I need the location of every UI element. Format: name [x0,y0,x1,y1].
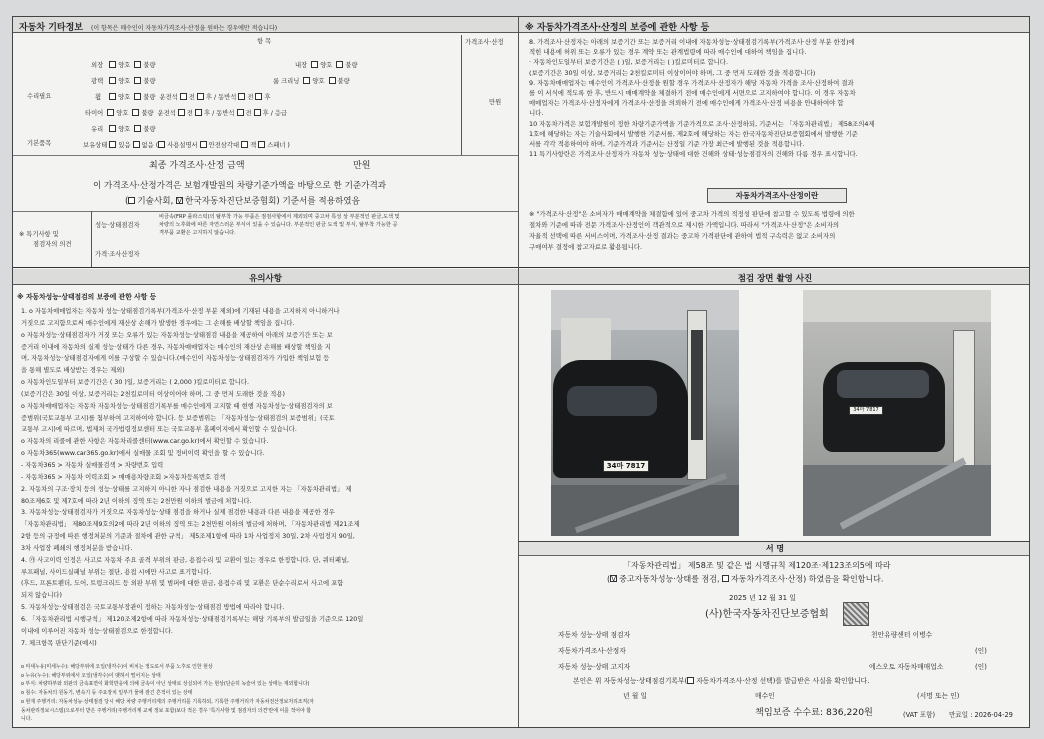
checkbox[interactable] [303,77,310,84]
buyer-label: 매수인 [755,692,775,700]
row-wheel: 휠 양호 불량 운전석 전 후 / 동반석 전 후 [95,94,271,101]
row-glass: 유리 양호 불량 [91,126,156,133]
checkbox[interactable] [180,93,187,100]
notice-header: 유의사항 [13,269,518,285]
checkbox[interactable] [109,61,116,68]
divider [13,155,518,156]
signature-law-ref: 「자동차관리법」 제58조 및 같은 법 시행규칙 제120조·제123조의5에 따라 [623,561,891,570]
checkbox[interactable] [241,141,248,148]
checkbox[interactable] [134,93,141,100]
signature-header: 서 명 [519,542,1030,556]
checkbox[interactable] [109,141,116,148]
price-survey-definition-text: ※ "가격조사·산정"은 소비자가 매매계약을 체결함에 있어 중고차 가격의 적정성 판단에 참고할 수 있도록 법령에 의한 절차와 기준에 따라 전문 가격조사·산정인이 객관적으로 제시한 가액입니다. 따라서 "가격조사·산정"은 소비자의 자율적 선택에 따른 서비스이며, 가격조사·산정 결과는 중고차 가격판단에 관하여 법적 구속력은 없고 소비자의 구매여부 결정에 참고자료로 활용됩니다. [529,210,855,251]
inspection-photo-rear [803,290,991,536]
checkbox[interactable] [109,93,116,100]
inspection-photo-front [551,290,739,536]
sign-row-inspector-name: 천안유량센터 이병수 [871,631,933,639]
note-price-surveyor-label: 가격·조사산정자 [95,251,140,258]
divider [13,267,1030,268]
notice-subtitle: ※ 자동차성능·상태점검의 보증에 관한 사항 등 [17,293,157,301]
divider [461,35,462,155]
expiry-date: 만료일 : 2026-04-29 [949,711,1013,719]
checkbox[interactable] [197,93,204,100]
price-survey-definition-title: 자동차가격조사·산정이란 [707,188,847,203]
divider [13,211,518,212]
checkbox[interactable] [255,93,262,100]
signature-organization: (사)한국자동차진단보증협회 [705,609,829,620]
checkbox[interactable] [687,677,694,684]
row-holding: 보유상태 있음 없음 ( 사용설명서 안전삼각대 잭 스패너 ) [83,142,290,149]
license-plate: 34마 7817 [603,460,649,472]
checkbox[interactable] [132,109,139,116]
divider [518,17,519,267]
checkbox[interactable] [158,141,165,148]
guarantee-fee: 책임보증 수수료: 836,220원 [755,707,873,718]
divider [518,267,519,728]
sign-row-notifier-name: 에스오토 자동차매매업소 [869,663,944,671]
vehicle-extra-info-header: 자동차 기타정보 (이 항목은 매수인이 자동차가격조사·산정을 원하는 경우에만 적습니다) [13,17,518,33]
license-plate: 34마 7817 [849,406,883,415]
checkbox[interactable] [133,141,140,148]
checkbox[interactable] [128,197,135,204]
price-guarantee-header: ※ 자동차가격조사·산정의 보증에 관한 사항 등 [519,17,1030,33]
note-label-2: 점검자의 의견 [33,241,72,248]
checkbox[interactable] [134,125,141,132]
final-price-label: 최종 가격조사·산정 금액 [149,161,245,171]
sign-row-notifier-label: 자동차 성능·상태 고지자 [558,663,631,671]
buyer-signature: (서명 또는 인) [917,692,960,700]
checkbox[interactable] [195,109,202,116]
notice-body: 1. o 자동차매매업자는 자동차 성능·상태점검기록부(가격조사·산정 부분 제외)에 기재된 내용을 고지하지 아니하거나 거짓으로 고지함으로써 매수인에게 재산상 손해가 발생한 경우에는 그 손해를 배상할 책임을 집니다. o 자동차성능·상태점검자가 거짓 또는 오류가 있는 자동차성능·상태점검 내용을 제공하여 아래의 보증기간 또는 보 증거리 이내에 자동차의 실제 성능·상태가 다른 경우, 자동차매매업자는 매수인의 재산상 손해를 배상할 책임을 지 며, 자동차성능·상태점검자에게 이를 구상할 수 있습니다.(매수인이 자동차성능·상태점검자가 가입한 책임보험 등 을 통해 별도로 배상받는 경우는 제외) o 자동차인도일부터 보증기간은 ( 30 )일, 보증거리는 ( 2,000 )킬로미터로 합니다. (보증기간은 30일 이상, 보증거리는 2천킬로미터 이상이어야 하며, 그 중 먼저 도래한 것을 적용) o 자동차매매업자는 자동차 자동차성능·상태점검기록부를 매수인에게 고지할 때 현행 자동차성능·상태점검자의 보 증범위(국토교통부 고시)를 첨부하여 고지하여야 합니다. 등 보증범위는 「자동차성능·상태점검의 보증범위」(국토 교통부 고시)에 따르며, 법제처 국가법령정보센터 또는 국토교통부 홈페이지에서 확인할 수 있습니다. o 자동차의 리콜에 관한 사항은 자동차리콜센터(www.car.go.kr)에서 확인할 수 있습니다. o 자동차365(www.car365.go.kr)에서 실매물 조회 및 정비이력 확인을 할 수 있습니다. - 자동차365 > 자동차 실매물검색 > 차량번호 입력 - 자동차365 > 자동차 이력조회 > 매매용차량조회 >자동차등록번호 검색 2. 자동차의 구조·장치 등의 성능·상태를 고지하지 아니한 자나 점검한 내용을 거짓으로 고지한 자는 「자동차관리법」 제 80조제6호 및 제7호에 따라 2년 이하의 징역 또는 2천만원 이하의 벌금에 처합니다. 3. 자동차성능·상태점검자가 거짓으로 자동차성능·상태 점검을 하거나 실제 점검한 내용과 다른 내용을 제공한 경우 「자동차관리법」 제80조제9호의2에 따라 2년 이하의 징역 또는 2천만원 이하의 벌금에 처하며, 「자동차관리법 제21조제 2항 등의 규정에 따른 행정처분의 기준과 절차에 관한 규칙」 제5조제1항에 따라 1차 사업정지 30일, 2차 사업정지 90일, 3차 사업장 폐쇄의 행정처분을 받습니다. 4. ㉮ 사고이력 인정은 사고로 자동차 주요 골격 부위의 판금, 용접수리 및 교환이 있는 경우로 한정합니다. 단, 쿼터패널, 루프패널, 사이드실패널 부위는 절단, 용접 시에만 사고로 표기합니다. (후드, 프론트펜더, 도어, 트렁크리드 등 외판 부위 및 범퍼에 대한 판금, 용접수리 및 교환은 단순수리로서 사고에 포함 되지 않습니다) 5. 자동차성능·상태점검은 국토교통부장관이 정하는 자동차성능·상태점검 방법에 따라야 합니다. 6. 「자동차관리법 시행규칙」 제120조제2항에 따라 자동차성능·상태점검기록부는 해당 기록부의 발급일을 기준으로 120일 이내에 이루어진 자동차 성능·상태점검으로 한정합니다. 7. 체크항목 판단기준(예시) [21,308,364,647]
row-tire: 타이어 양호 불량 운전석 전 후 / 동반석 전 후 / 응급 [85,110,287,117]
row-polish: 광택 양호 불량 [91,78,156,85]
checkbox[interactable] [109,77,116,84]
receipt-confirm: 본인은 위 자동차성능·상태점검기록부( 자동차가격조사·산정 선택)를 발급받은 사실을 확인합니다. [573,677,870,685]
checkbox[interactable] [134,77,141,84]
qr-code [843,602,869,626]
row-interior: 내장 양호 불량 [295,62,358,69]
checkbox[interactable] [311,61,318,68]
checkbox[interactable] [238,93,245,100]
sign-row-surveyor-label: 자동차가격조사·산정자 [558,647,626,655]
price-guarantee-text: 8. 가격조사·산정자는 아래의 보증기간 또는 보증거리 이내에 자동차성능·상태점검기록부(가격조사·산정 부분 한정)에 적힌 내용에 허위 또는 오류가 있는 경우 계약 또는 관계법령에 따라 매수인에 대하여 책임을 집니다. · 자동차인도일부터 보증기간은 ( )일, 보증거리는 ( )킬로미터로 합니다. (보증기간은 30일 이상, 보증거리는 2천킬로미터 이상이어야 하며, 그 중 먼저 도래한 것을 적용합니다) 9. 자동차매매업자는 매수인이 가격조사·산정을 원할 경우 가격조사·산정자가 해당 자동차 가격을 조사·산정하여 결과 를 이 서식에 적도록 한 후, 반드시 매매계약을 체결하기 전에 매수인에게 서면으로 고지하여야 합니다. 이 경우 자동차 매매업자는 가격조사·산정자에게 가격조사·산정을 의뢰하기 전에 매수인에게 가격조사·산정 비용을 안내하여야 합 니다. 10 자동차가격은 보험개발원이 정한 차량기준가액을 기준가격으로 조사·산정하되, 기준서는 「자동차관리법」 제58조의4제 1호에 해당하는 자는 기술사회에서 발행한 기준서를, 제2호에 해당하는 자는 한국자동차진단보증협회에서 발행한 기준 서를 각각 적용하여야 하며, 기준가격과 기준서는 산정일 기준 가장 최근에 발행된 것을 적용합니다. 11 특기사항란은 가격조사·산정자가 자동차 성능·상태에 대한 건해와 상태·성능점검자의 건해와 다름 경우 표시합니다. [529,38,875,159]
signature-confirm: (V 중고자동차성능·상태를 점검, 자동차가격조사·산정) 하였음을 확인합니다. [607,574,884,584]
buyer-date: 년 월 일 [623,692,648,700]
notice-criteria-examples: o 미세누유(미세누수): 해당부위에 오일(냉각수)이 비치는 정도로서 부품 노후로 인한 현상 o 누유(누수): 해당부위에서 오일(냉각수)이 맺혀서 떨어지는 상태 o 부식: 차량하부와 외판의 금속표면이 화학반응에 의해 금속이 아닌 상태로 상실되어 가는 현상(단순히 녹슬어 있는 상태는 제외합니다) o 침수: 자동차의 원동기, 변속기 등 주요장치 일부가 물에 잠긴 흔적이 있는 상태 o 현재 주행거리: 자동차성능·상태점검 당시 해당 차량 주행거리계의 주행거리를 기록하되, 기록한 주행거리가 자동차전산정보처리조직(자 동차관리정보시스템)으로부터 받은 주행거리(주행거리계 교체 정보 포함)보다 적은 경우 '특기사항 및 점검자의 의견'란에 이를 적어야 합 니다. [21,664,314,723]
price-unit: 만원 [489,99,502,106]
item-column-header: 항 목 [257,38,272,45]
guarantee-fee-vat: (VAT 포함) [903,711,936,719]
price-basis-line1: 이 가격조사·산정가격은 보험개발원의 차량기준가액을 바탕으로 한 기준가격과 [93,181,387,191]
price-basis-line2: ( 기술사회, V 한국자동차진단보증협회) 기준서를 적용하였음 [125,196,360,207]
row-exterior: 외장 양호 불량 [91,62,156,69]
sign-row-inspector-label: 자동차 성능·상태 점검자 [558,631,631,639]
final-price-unit: 만원 [353,161,371,171]
row-room-cleaning: 룸 크리닝 양호 불량 [273,78,350,85]
checkbox-checked[interactable]: V [611,575,617,583]
checkbox[interactable] [109,125,116,132]
group-repair-label: 수리필요 [27,93,52,100]
checkbox-checked[interactable]: V [177,197,182,205]
checkbox[interactable] [254,109,261,116]
inspector-note-text: 비금속(FRP 플라스틱)의 탈부착 가능 부품은 점검사항에서 제외되며 중고차 특성 상 부분적인 판금,도색 및 차량의 노후화에 따른 자연스러운 부식이 있을 수 있습니다. 부분적인 판금 도색 및 부식, 탈부착 가능한 공 격부품 교환은 고지하지 않습니다. [159,214,400,236]
checkbox[interactable] [329,77,336,84]
checkbox[interactable] [134,61,141,68]
inspection-record-sheet [12,16,1030,728]
group-basic-label: 기본품목 [27,140,52,147]
checkbox[interactable] [107,109,114,116]
note-inspector-label: 성능·상태점검자 [95,222,140,229]
sign-row-notifier-seal: (인) [975,663,987,671]
checkbox[interactable] [336,61,343,68]
signature-date: 2025 년 12 월 31 일 [729,594,797,602]
checkbox[interactable] [178,109,185,116]
checkbox[interactable] [237,109,244,116]
checkbox[interactable] [722,575,729,582]
price-column-header: 가격조사·산정 [465,39,504,46]
divider [91,211,92,267]
note-label-1: ※ 특기사항 및 [19,231,59,238]
photos-header: 점검 장면 촬영 사진 [519,269,1030,285]
checkbox[interactable] [258,141,265,148]
checkbox[interactable] [200,141,207,148]
sign-row-surveyor-seal: (인) [975,647,987,655]
